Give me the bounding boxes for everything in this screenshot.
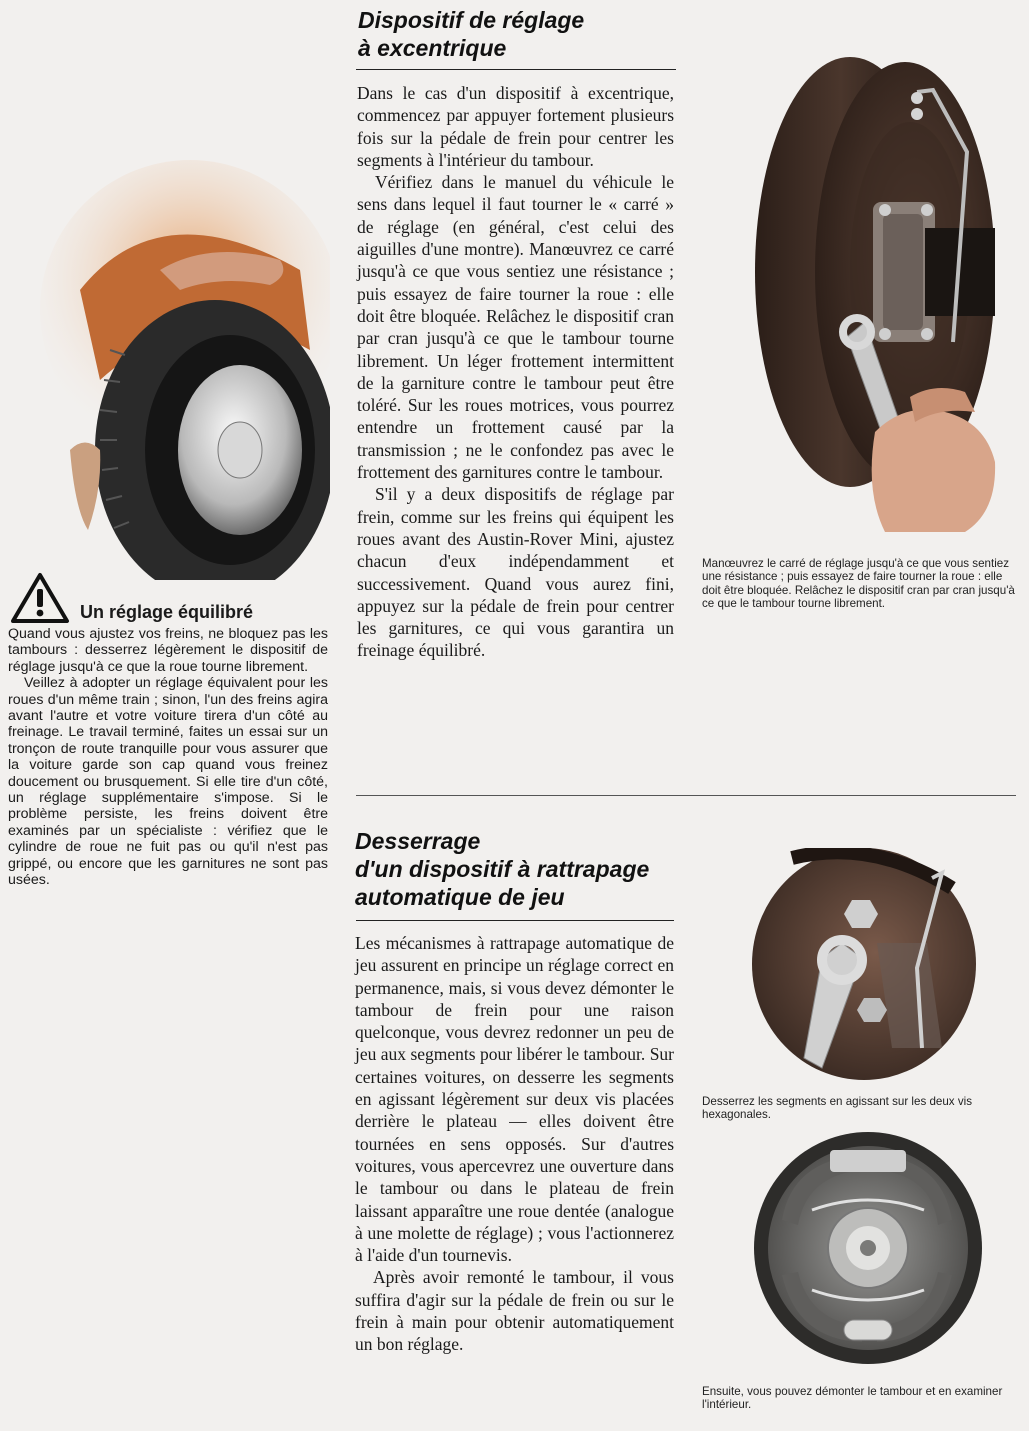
section2-title-line: Desserrage	[355, 828, 481, 854]
section2-body	[355, 932, 674, 1356]
section2-paragraph: Après avoir remonté le tambour, il vous suffira d'agir sur la pédale de frein ou sur le frein à main pour obtenir automatiquement un bon réglage.	[355, 1267, 674, 1355]
section2-title-line: d'un dispositif à rattrapage	[355, 856, 650, 882]
section1-body	[357, 82, 674, 662]
warning-text	[8, 626, 328, 889]
drum-illustration	[735, 42, 1025, 547]
section1-title-line: Dispositif de réglage	[358, 7, 585, 33]
section1-paragraph: S'il y a deux dispositifs de réglage par frein, comme sur les freins qui équipent les roues avant des Austin-Rover Mini, ajustez chacun d'eux indépendamment et successivement. Quand vous aurez fini, appuyez sur la pédale de frein pour centrer les garnitures, ce qui vous garantira un freinage équilibré.	[357, 484, 674, 661]
section2-title	[355, 827, 685, 911]
section1-paragraph: Vérifiez dans le manuel du véhicule le sens dans lequel il faut tourner le « carré » de réglage (en général, c'est celui des aiguilles d'une montre). Manœuvrez ce carré jusqu'à ce que vous sentiez une résistance ; puis essayez de faire tourner la roue : elle doit être bloquée. Relâchez le dispositif cran par cran jusqu'à ce que le tambour tourne librement. Un léger frottement intermittent de la garniture contre le tambour peut être toléré. Sur les roues motrices, vous pourrez entendre un frottement causé par la transmission ; ne le confondez pas avec le frottement des garnitures contre le tambour.	[357, 172, 674, 483]
section1-title-rule	[356, 69, 676, 70]
warning-icon	[10, 572, 70, 624]
section2-title-line: automatique de jeu	[355, 884, 565, 910]
section1-title-line: à excentrique	[358, 35, 507, 61]
section2-title-rule	[356, 920, 674, 921]
warning-paragraph: Quand vous ajustez vos freins, ne bloquez pas les tambours : desserrez légèrement le dispositif de réglage jusqu'à ce que la roue tourne librement.	[8, 626, 328, 675]
section-separator	[356, 795, 1016, 796]
section1-title	[358, 6, 678, 62]
wheel-illustration	[40, 150, 330, 580]
section2-paragraph: Les mécanismes à rattrapage automatique de jeu assurent en principe un réglage correct en permanence, mais, si vous devez démonter le tambour de frein pour une raison quelconque, vous devrez redonner un peu de jeu aux segments pour libérer le tambour. Sur certaines voitures, on desserre les segments en agissant légèrement sur deux vis placées derrière le plateau — elles doivent être tournées en sens opposés. Sur d'autres voitures, vous apercevrez une ouverture dans le tambour ou dans le plateau de frein laissant apparaître une roue dentée (analogue à une molette de réglage) ; vous l'actionnerez à l'aide d'un tournevis.	[355, 933, 674, 1266]
section2-caption2: Ensuite, vous pouvez démonter le tambour et en examiner l'intérieur.	[702, 1385, 1003, 1412]
warning-paragraph: Veillez à adopter un réglage équivalent pour les roues d'un même train ; sinon, l'un des freins agira avant l'autre et votre voiture tirera d'un côté au freinage. Le travail terminé, faites un essai sur un tronçon de route tranquille pour vous assurer que la voiture garde son cap quand vous freinez doucement ou brusquement. Si elle tire d'un côté, un réglage supplémentaire s'impose. Si le problème persiste, les freins doivent être examinés par un spécialiste : vérifiez que le cylindre de roue ne fuit pas ou qu'il n'est pas grippé, ou encore que les garnitures ne sont pas usées.	[8, 675, 328, 889]
section1-caption: Manœuvrez le carré de réglage jusqu'à ce que vous sentiez une résistance ; puis essayez de faire tourner la roue : elle doit être bloquée. Relâchez le dispositif cran par cran jusqu'à ce que le tambour tourne librement.	[702, 557, 1015, 611]
warning-title: Un réglage équilibré	[80, 602, 254, 622]
section1-paragraph: Dans le cas d'un dispositif à excentrique, commencez par appuyer fortement plusieurs fois sur la pédale de frein pour centrer les segments à l'intérieur du tambour.	[357, 83, 674, 170]
screws-illustration	[752, 848, 977, 1080]
section2-caption1: Desserrez les segments en agissant sur les deux vis hexagonales.	[702, 1095, 972, 1122]
brake-shoes-illustration	[752, 1130, 984, 1366]
